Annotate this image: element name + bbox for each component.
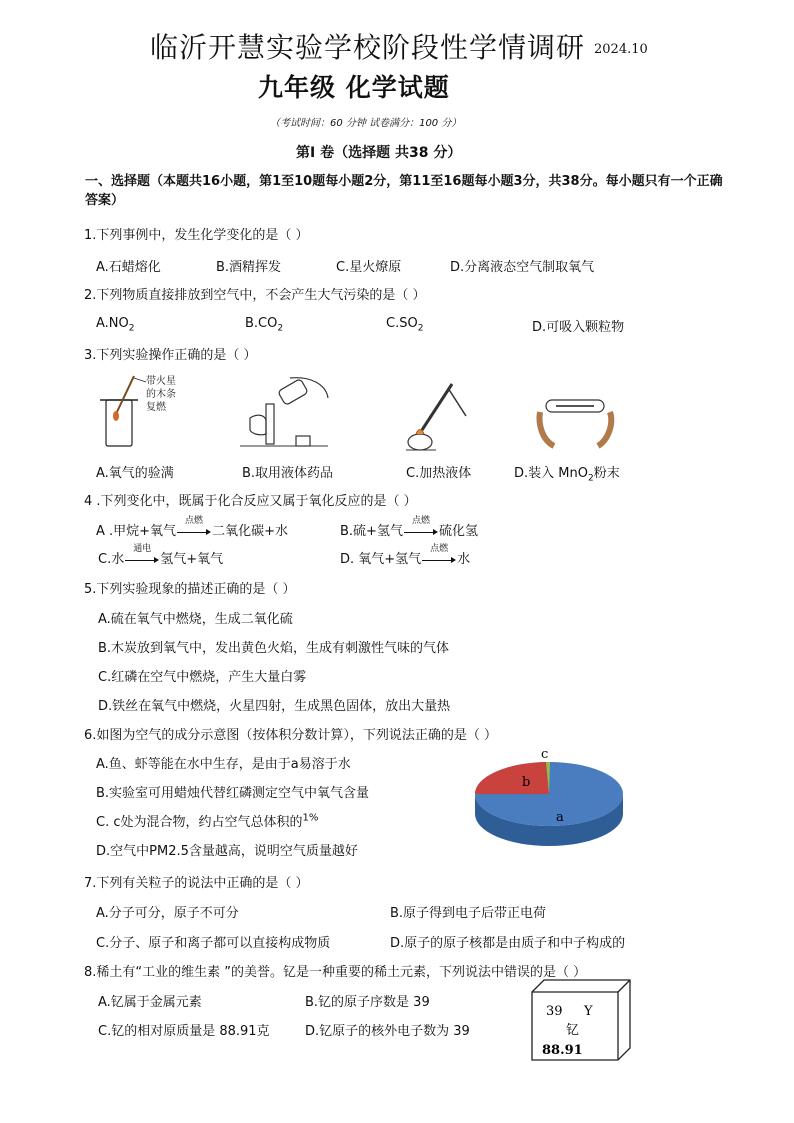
pour-liquid-illustration	[240, 374, 330, 450]
pie-label-b: b	[522, 775, 531, 790]
q1-stem: 1.下列事例中，发生化学变化的是（ ）	[84, 228, 309, 243]
q5-option-b: B.木炭放到氧气中，发出黄色火焰，生成有刺激性气味的气体	[98, 641, 450, 656]
reaction-arrow-icon: 点燃	[422, 553, 456, 563]
q6-option-d: D.空气中PM2.5含量越高，说明空气质量越好	[96, 844, 358, 859]
q4-option-a: A .甲烷+氧气 点燃 二氧化碳+水	[96, 516, 288, 539]
element-mass: 88.91	[542, 1043, 583, 1058]
pie-slice-b	[475, 762, 549, 794]
q1-option-a: A.石蜡熔化	[96, 260, 161, 275]
q8-option-d: D.钇原子的核外电子数为 39	[305, 1024, 470, 1039]
element-symbol: Y	[584, 1004, 593, 1019]
exam-date: 2024.10	[594, 42, 648, 57]
q6-option-b: B.实验室可用蜡烛代替红磷测定空气中氧气含量	[96, 786, 370, 801]
q7-option-a: A.分子可分，原子不可分	[96, 906, 239, 921]
add-powder-illustration	[534, 384, 618, 450]
reaction-arrow-icon: 点燃	[177, 525, 211, 535]
part-heading: 第I 卷（选择题 共38 分）	[296, 145, 462, 161]
q8-option-a: A.钇属于金属元素	[98, 995, 202, 1010]
reaction-arrow-icon: 点燃	[404, 525, 438, 535]
oxygen-test-illustration	[96, 372, 206, 452]
pie-label-c: c	[541, 747, 549, 762]
q3-option-a: A.氧气的验满	[96, 466, 174, 481]
q6-option-a: A.鱼、虾等能在水中生存，是由于a易溶于水	[96, 757, 351, 772]
q3-label-line3: 复燃	[146, 402, 166, 413]
q5-option-a: A.硫在氧气中燃烧，生成二氧化硫	[98, 612, 293, 627]
q2-option-b: $B.CO_2$	[245, 316, 284, 334]
q1-option-d: D.分离液态空气制取氧气	[450, 260, 595, 275]
q2-option-c: $C.SO_2$	[386, 316, 424, 334]
exam-subtitle: 九年级 化学试题	[258, 73, 450, 102]
q2-option-d: D.可吸入颗粒物	[532, 320, 625, 335]
q2-stem: 2.下列物质直接排放到空气中，不会产生大气污染的是（ ）	[84, 288, 426, 303]
q7-option-b: B.原子得到电子后带正电荷	[390, 906, 547, 921]
air-composition-pie	[470, 742, 630, 854]
q8-option-b: B.钇的原子序数是 39	[305, 995, 430, 1010]
q4-option-c: C.水 通电 氢气+氧气	[98, 544, 224, 567]
q1-option-b: B.酒精挥发	[216, 260, 282, 275]
element-name: 钇	[566, 1023, 580, 1038]
q5-stem: 5.下列实验现象的描述正确的是（ ）	[84, 582, 296, 597]
q2-option-a: $A.NO_2$	[96, 316, 135, 334]
pie-label-a: a	[556, 810, 564, 825]
q5-option-d: D.铁丝在氧气中燃烧，火星四射，生成黑色固体，放出大量热	[98, 699, 451, 714]
heat-liquid-illustration	[402, 380, 478, 454]
q4-stem: 4 .下列变化中，既属于化合反应又属于氧化反应的是（ ）	[84, 494, 417, 509]
q4-option-b: B.硫+氢气 点燃 硫化氢	[340, 516, 478, 539]
q8-stem: 8.稀土有“工业的维生素 ”的美誉。钇是一种重要的稀土元素，下列说法中错误的是（ ）	[84, 965, 587, 980]
yttrium-element-cube	[530, 978, 632, 1062]
q7-option-d: D.原子的原子核都是由质子和中子构成的	[390, 936, 626, 951]
section-heading: 一、选择题（本题共16小题，第1至10题每小题2分，第11至16题每小题3分，共38分。每小题只有一个正确答案）	[85, 174, 723, 208]
q4-option-d: D. 氧气+氢气 点燃 水	[340, 544, 471, 567]
q3-option-b: B.取用液体药品	[242, 466, 334, 481]
q3-option-d: D.装入 MnO$_2$粉末	[514, 466, 620, 484]
q6-stem: 6.如图为空气的成分示意图（按体积分数计算），下列说法正确的是（ ）	[84, 728, 498, 743]
reaction-arrow-icon: 通电	[125, 553, 159, 563]
q8-option-c: C.钇的相对原质量是 88.91克	[98, 1024, 270, 1039]
q3-option-c: C.加热液体	[406, 466, 472, 481]
q3-label-line1: 带火星	[146, 376, 176, 387]
exam-title: 临沂开慧实验学校阶段性学情调研	[150, 31, 586, 64]
q5-option-c: C.红磷在空气中燃烧，产生大量白雾	[98, 670, 307, 685]
element-number: 39	[546, 1004, 563, 1019]
q3-stem: 3.下列实验操作正确的是（ ）	[84, 348, 257, 363]
q7-stem: 7.下列有关粒子的说法中正确的是（ ）	[84, 876, 309, 891]
q3-label-line2: 的木条	[146, 389, 176, 400]
q1-option-c: C.星火燎原	[336, 260, 402, 275]
q7-option-c: C.分子、原子和离子都可以直接构成物质	[96, 936, 331, 951]
q6-option-c: C. c处为混合物，约占空气总体积的$^{1\%}$	[96, 812, 319, 830]
exam-note: （考试时间：60 分钟 试卷满分：100 分）	[270, 118, 462, 129]
